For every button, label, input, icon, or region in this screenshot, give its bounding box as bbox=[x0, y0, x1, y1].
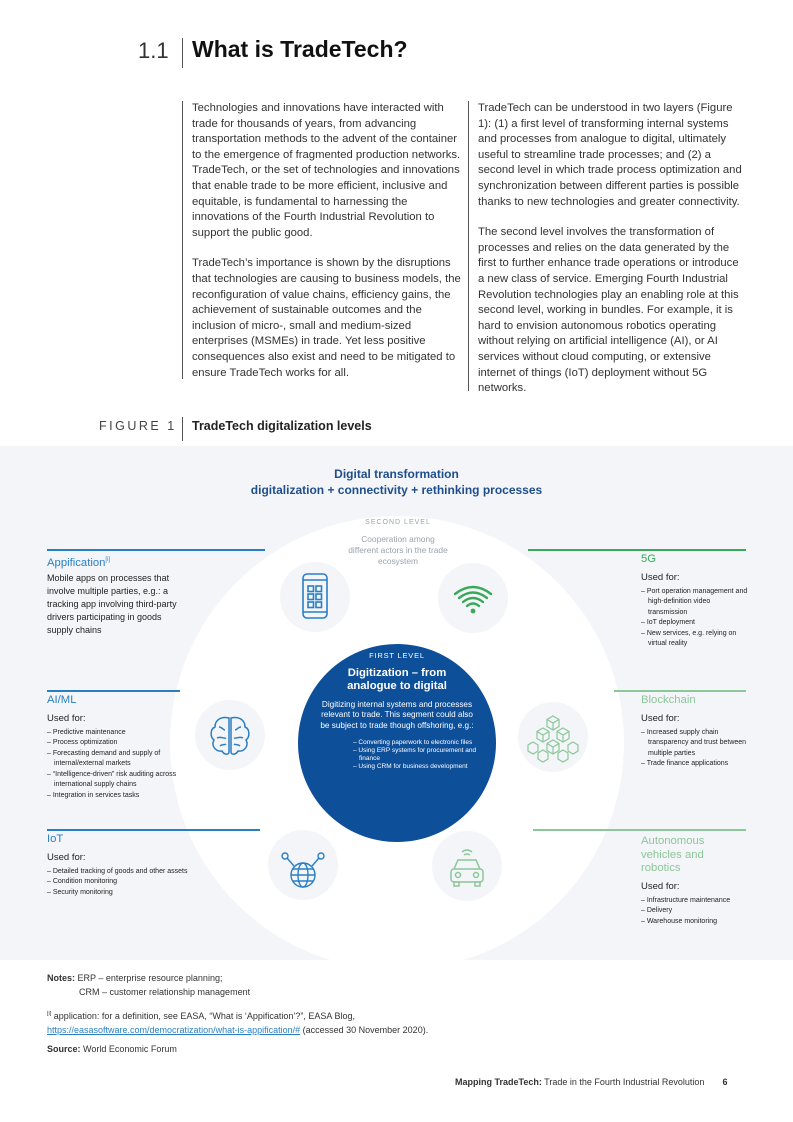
second-level-label: SECOND LEVEL bbox=[365, 519, 431, 526]
page-title: What is TradeTech? bbox=[192, 36, 408, 62]
aiml-list bbox=[47, 728, 195, 802]
fiveg-line bbox=[528, 549, 746, 551]
first-level-list bbox=[353, 739, 496, 771]
first-level-title: Digitization – from analogue to digital bbox=[347, 667, 447, 692]
list-item: – Forecasting demand and supply of internal/external markets bbox=[47, 749, 161, 768]
autonomous-list bbox=[641, 896, 751, 928]
list-item: – Warehouse monitoring bbox=[641, 917, 718, 925]
paragraph: The second level involves the transformation of processes and relies on the data generated by the first to further enhance trade operations or introduce a new class of service. Emerging Fourth Industrial Revolution technologies play an enabling role at this second level, working in bundles. For example, it is hard to envision autonomous robotics operating without relying on artificial intelligence (AI), or AI services without cloud computing, or extensive internet of things (IoT) deployment without 5G networks. bbox=[478, 226, 739, 395]
source-line: Source: World Economic Forum bbox=[47, 1044, 177, 1054]
blockchain-circle bbox=[518, 702, 588, 772]
aiml-title: AI/ML bbox=[47, 694, 77, 706]
iot-title: IoT bbox=[47, 833, 64, 845]
first-level-circle bbox=[298, 644, 496, 842]
autonomous-car-circle bbox=[432, 831, 502, 901]
iot-list bbox=[47, 867, 195, 899]
footer-subtitle: Trade in the Fourth Industrial Revolution bbox=[541, 1077, 705, 1087]
notes-line-2: CRM – customer relationship management bbox=[79, 986, 251, 997]
aiml-block bbox=[47, 694, 195, 802]
first-level-desc: Digitizing internal systems and processes relevant to trade. This segment could also be subject to trade though offshoring, e.g.: bbox=[320, 700, 474, 730]
brain-circle bbox=[195, 700, 265, 770]
brain-icon bbox=[195, 700, 265, 770]
first-level-label: FIRST LEVEL bbox=[369, 651, 425, 660]
network-globe-circle bbox=[268, 830, 338, 900]
wifi-circle bbox=[438, 563, 508, 633]
figure-divider bbox=[182, 417, 183, 441]
appification-body: Mobile apps on processes that involve multiple parties, e.g.: a tracking app involving third-party drivers participating in goods supply chains bbox=[47, 573, 177, 636]
list-item: – Port operation management and high-definition video transmission bbox=[641, 587, 748, 616]
diagram-subheader: digitalization + connectivity + rethinking processes bbox=[250, 483, 543, 497]
list-item: – Detailed tracking of goods and other assets bbox=[47, 867, 188, 875]
wifi-icon bbox=[438, 563, 508, 633]
heading-divider bbox=[182, 38, 183, 68]
list-item: – New services, e.g. relying on virtual reality bbox=[641, 629, 737, 648]
footnote-link-line: https://easasoftware.com/democratization/what-is-appification/# (accessed 30 November 2020). bbox=[47, 1024, 429, 1035]
second-level-desc: Cooperation among different actors in the trade ecosystem bbox=[348, 534, 448, 566]
autonomous-title: Autonomous vehicles and robotics bbox=[641, 835, 705, 874]
figure-title: TradeTech digitalization levels bbox=[192, 419, 372, 433]
mobile-app-circle bbox=[280, 562, 350, 632]
list-item: – “Intelligence-driven” risk auditing across international supply chains bbox=[47, 770, 177, 789]
list-item: – Security monitoring bbox=[47, 888, 113, 896]
iot-block bbox=[47, 833, 195, 898]
used-for-label: Used for: bbox=[47, 851, 86, 863]
paragraph: TradeTech’s importance is shown by the disruptions that technologies are causing to business models, the reconfiguration of value chains, efficiency gains, the achievement of sustainable outcomes and the inclusion of micro-, small and medium-sized enterprises (MSMEs) in trade. Yet less positive consequences also exist and need to be mitigated to ensure TradeTech works for all. bbox=[192, 257, 461, 379]
blockchain-line bbox=[614, 690, 746, 692]
blockchain-title: Blockchain bbox=[641, 694, 696, 706]
list-item: – Delivery bbox=[641, 907, 673, 915]
list-item: – Process optimization bbox=[47, 739, 118, 747]
footnote: [i] application: for a definition, see EASA, “What is ‘Appification’?”, EASA Blog, bbox=[47, 1011, 355, 1021]
list-item: – Predictive maintenance bbox=[47, 728, 126, 736]
appification-title: Appification[i] bbox=[47, 556, 111, 569]
smartphone-icon bbox=[280, 562, 350, 632]
fiveg-block bbox=[641, 553, 751, 650]
autonomous-line bbox=[533, 829, 746, 831]
paragraph: TradeTech can be understood in two layers (Figure 1): (1) a first level of transforming internal systems and processes from analogue to digital, ultimately useful to streamline trade processes; and (2) a second level in which trade process optimization and synchronization between different parties is possible thanks to new technologies and greater connectivity. bbox=[478, 102, 742, 208]
used-for-label: Used for: bbox=[641, 571, 680, 583]
list-item: – Infrastructure maintenance bbox=[641, 896, 731, 904]
list-item: – IoT deployment bbox=[641, 619, 695, 627]
blockchain-list bbox=[641, 728, 751, 770]
used-for-label: Used for: bbox=[641, 880, 680, 892]
left-column bbox=[192, 101, 464, 396]
list-item: – Integration in services tasks bbox=[47, 792, 140, 800]
paragraph: Technologies and innovations have interacted with trade for thousands of years, from advancing transportation methods to the advent of the container to the emergence of fragmented production networks. TradeTech, or the set of technologies and innovations that enable trade to be more efficient, inclusive and equitable, is fundamental to harnessing the innovations of the Fourth Industrial Revolution to support the public good. bbox=[192, 102, 461, 239]
diagram-header: Digital transformation bbox=[334, 467, 459, 481]
list-item: – Condition monitoring bbox=[47, 878, 118, 886]
list-item: – Converting paperwork to electronic files bbox=[353, 738, 473, 746]
section-number: 1.1 bbox=[138, 38, 169, 63]
column-divider-left bbox=[182, 101, 183, 379]
appification-block bbox=[47, 554, 195, 637]
used-for-label: Used for: bbox=[641, 712, 680, 724]
used-for-label: Used for: bbox=[47, 712, 86, 724]
list-item: – Increased supply chain transparency and trust between multiple parties bbox=[641, 728, 747, 757]
list-item: – Using ERP systems for procurement and finance bbox=[353, 746, 477, 762]
right-column bbox=[478, 101, 744, 412]
column-divider-right bbox=[468, 101, 469, 391]
figure-notes bbox=[47, 972, 428, 1057]
list-item: – Using CRM for business development bbox=[353, 762, 468, 770]
fiveg-title: 5G bbox=[641, 553, 657, 565]
list-item: – Trade finance applications bbox=[641, 760, 729, 768]
page-number: 6 bbox=[722, 1077, 728, 1087]
footer-title: Mapping TradeTech: bbox=[455, 1077, 542, 1087]
blockchain-cubes-icon bbox=[518, 702, 588, 772]
easa-link[interactable]: https://easasoftware.com/democratization/what-is-appification/# bbox=[47, 1024, 301, 1035]
iot-line bbox=[47, 829, 260, 831]
aiml-line bbox=[47, 690, 180, 692]
autonomous-block bbox=[641, 835, 751, 927]
appification-line bbox=[47, 549, 265, 551]
globe-network-icon bbox=[268, 830, 338, 900]
notes-line-1: Notes: ERP – enterprise resource planning; bbox=[47, 973, 223, 983]
figure-label: FIGURE 1 bbox=[99, 419, 177, 433]
blockchain-block bbox=[641, 694, 751, 770]
fiveg-list bbox=[641, 587, 751, 651]
car-icon bbox=[432, 831, 502, 901]
page-footer bbox=[455, 1077, 727, 1087]
